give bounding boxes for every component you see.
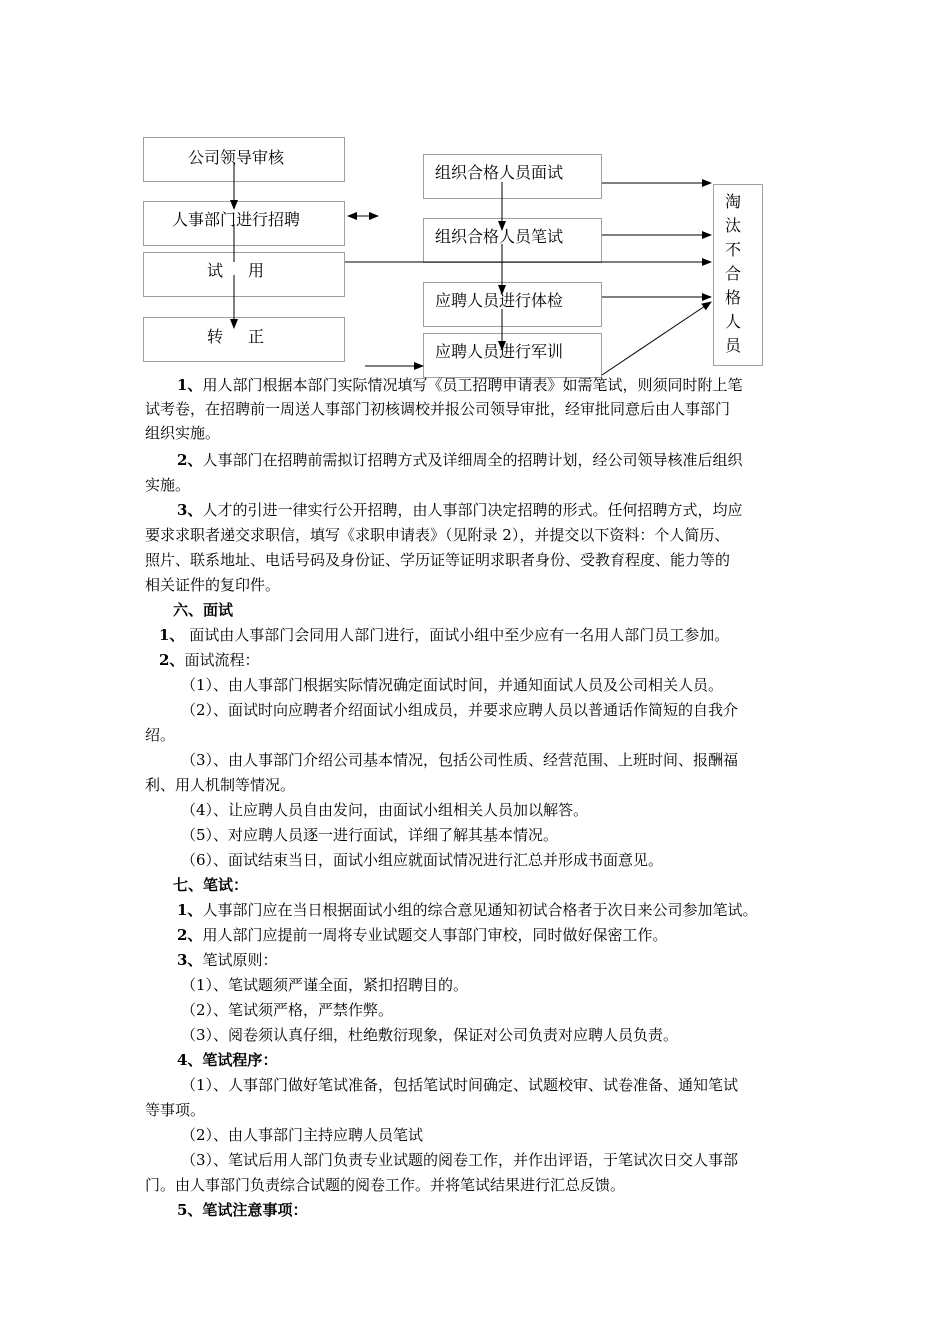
- section-heading-written-test: 七、笔试：: [173, 876, 249, 894]
- interview-step-3-cont: 利、用人机制等情况。: [145, 776, 296, 794]
- written-principle-3: （3）、阅卷须认真仔细，杜绝敷衍现象，保证对公司负责对应聘人员负责。: [181, 1026, 679, 1044]
- eliminate-label: 淘 汰 不 合 格 人 员: [724, 192, 741, 355]
- interview-step-2: （2）、面试时向应聘者介绍面试小组成员，并要求应聘人员以普通话作简短的自我介: [181, 701, 739, 719]
- written-item-3: 3、笔试原则：: [177, 951, 278, 969]
- written-procedure-2: （2）、由人事部门主持应聘人员笔试: [181, 1126, 424, 1144]
- paragraph-2: 2、人事部门在招聘前需拟订招聘方式及详细周全的招聘计划，经公司领导核准后组织: [177, 451, 743, 469]
- written-procedure-1: （1）、人事部门做好笔试准备，包括笔试时间确定、试题校审、试卷准备、通知笔试: [181, 1076, 739, 1094]
- box-military-training: 应聘人员进行军训: [423, 333, 602, 378]
- box-interview: 组织合格人员面试: [423, 154, 602, 199]
- interview-item-1: 1、 面试由人事部门会同用人部门进行，面试小组中至少应有一名用人部门员工参加。: [159, 626, 730, 644]
- interview-step-4: （4）、让应聘人员自由发问，由面试小组相关人员加以解答。: [181, 801, 589, 819]
- written-procedure-3-cont: 门。由人事部门负责综合试题的阅卷工作。并将笔试结果进行汇总反馈。: [145, 1176, 626, 1194]
- interview-step-5: （5）、对应聘人员逐一进行面试，详细了解其基本情况。: [181, 826, 559, 844]
- box-hr-recruit: 人事部门进行招聘: [143, 201, 345, 246]
- paragraph-2-line2: 实施。: [145, 476, 191, 494]
- section-heading-interview: 六、面试: [173, 601, 234, 619]
- paragraph-1-line2: 试考卷，在招聘前一周送人事部门初核调校并报公司领导审批，经审批同意后由人事部门: [145, 400, 731, 418]
- written-principle-2: （2）、笔试须严格，严禁作弊。: [181, 1001, 394, 1019]
- written-item-1: 1、人事部门应在当日根据面试小组的综合意见通知初试合格者于次日来公司参加笔试。: [177, 901, 758, 919]
- box-regular: 转 正: [143, 317, 345, 362]
- box-leader-review: 公司领导审核: [143, 137, 345, 182]
- interview-step-2-cont: 绍。: [145, 726, 176, 744]
- written-item-5: 5、笔试注意事项：: [177, 1201, 308, 1219]
- paragraph-3-line4: 相关证件的复印件。: [145, 576, 281, 594]
- paragraph-1: 1、用人部门根据本部门实际情况填写《员工招聘申请表》如需笔试，则须同时附上笔: [177, 376, 743, 394]
- interview-item-2: 2、面试流程：: [159, 651, 260, 669]
- box-written-test: 组织合格人员笔试: [423, 218, 602, 263]
- paragraph-3: 3、人才的引进一律实行公开招聘，由人事部门决定招聘的形式。任何招聘方式，均应: [177, 501, 743, 519]
- interview-step-6: （6）、面试结束当日，面试小组应就面试情况进行汇总并形成书面意见。: [181, 851, 664, 869]
- written-item-4: 4、笔试程序：: [177, 1051, 278, 1069]
- box-physical-exam: 应聘人员进行体检: [423, 282, 602, 327]
- paragraph-1-line3: 组织实施。: [145, 424, 221, 442]
- written-procedure-1-cont: 等事项。: [145, 1101, 206, 1119]
- interview-step-3: （3）、由人事部门介绍公司基本情况，包括公司性质、经营范围、上班时间、报酬福: [181, 751, 739, 769]
- paragraph-3-line3: 照片、联系地址、电话号码及身份证、学历证等证明求职者身份、受教育程度、能力等的: [145, 551, 731, 569]
- written-procedure-3: （3）、笔试后用人部门负责专业试题的阅卷工作，并作出评语，于笔试次日交人事部: [181, 1151, 739, 1169]
- written-principle-1: （1）、笔试题须严谨全面，紧扣招聘目的。: [181, 976, 469, 994]
- paragraph-3-line2: 要求求职者递交求职信，填写《求职申请表》（见附录 2），并提交以下资料：个人简历、: [145, 526, 730, 544]
- written-item-2: 2、用人部门应提前一周将专业试题交人事部门审校，同时做好保密工作。: [177, 926, 668, 944]
- interview-step-1: （1）、由人事部门根据实际情况确定面试时间，并通知面试人员及公司相关人员。: [181, 676, 724, 694]
- flowchart-connectors: [0, 0, 950, 400]
- box-probation: 试 用: [143, 252, 345, 297]
